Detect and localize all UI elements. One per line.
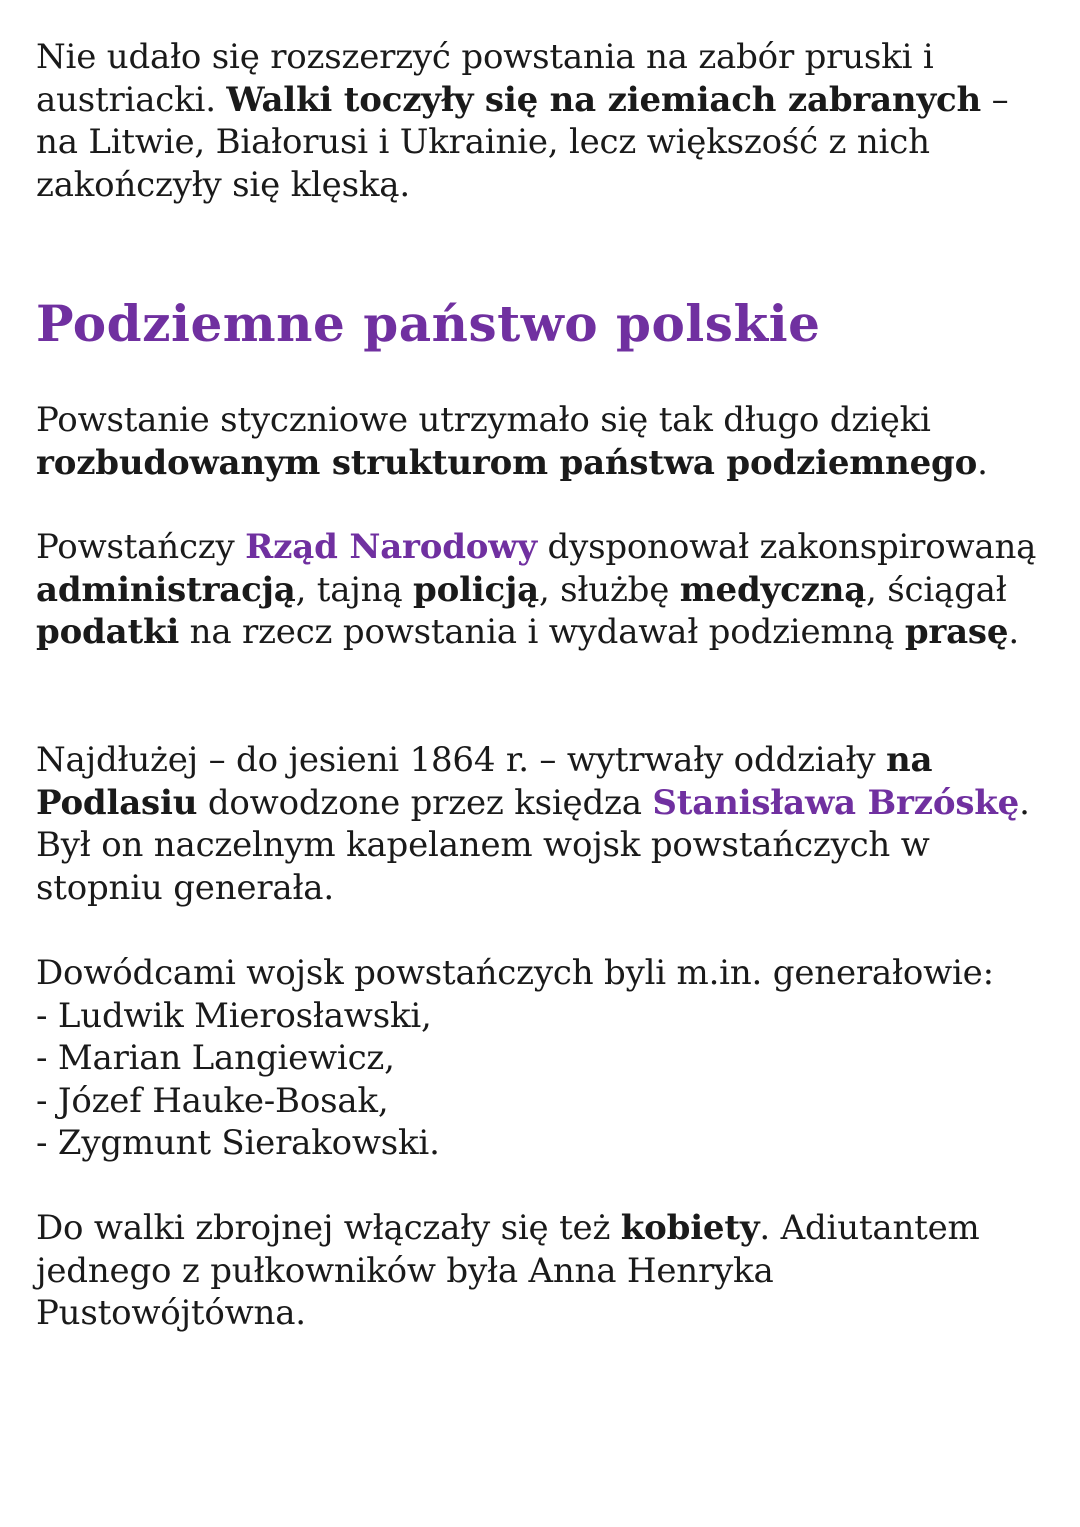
government-text: dysponował zakonspirowaną — [536, 527, 1037, 567]
podlasie-text: dowodzone przez księdza — [197, 782, 653, 823]
press-term: prasę — [904, 612, 1009, 652]
government-text-end: . — [1008, 612, 1019, 652]
intro-paragraph — [36, 36, 1046, 206]
podlasie-text-end: . Był on naczelnym kapelanem wojsk powstańczych w stopniu generała. — [36, 782, 1030, 908]
brzoska-name: Stanisława Brzóskę — [652, 782, 1020, 823]
government-paragraph — [36, 526, 1046, 654]
commanders-intro: Dowódcami wojsk powstańczych byli m.in. generałowie: — [36, 953, 994, 993]
women-paragraph — [36, 1207, 1046, 1335]
list-item: - Marian Langiewicz, — [36, 1038, 395, 1078]
government-text: Powstańczy — [36, 527, 246, 567]
intro-text: Nie udało się rozszerzyć powstania na zabór pruski i austriacki. — [36, 37, 934, 120]
government-text: , tajną — [295, 569, 414, 610]
intro-bold-battles: Walki toczyły się na ziemiach zabranych — [226, 79, 982, 120]
government-text: , ściągał — [866, 569, 1007, 610]
government-text: , służbę — [538, 569, 680, 610]
podlasie-term: na Podlasiu — [36, 740, 933, 823]
list-item: - Ludwik Mierosławski, — [36, 995, 432, 1036]
police-term: policją — [413, 569, 539, 610]
podlasie-text: Najdłużej – do jesieni 1864 r. – wytrwały oddziały — [36, 740, 886, 780]
administration-term: administracją — [36, 569, 296, 610]
structure-text: Powstanie styczniowe utrzymało się tak długo dzięki — [36, 400, 931, 440]
women-text-end: . Adiutantem jednego z pułkowników była Anna Henryka Pustowójtówna. — [36, 1208, 980, 1333]
government-text: na rzecz powstania i wydawał podziemną — [179, 612, 905, 652]
taxes-term: podatki — [36, 612, 180, 652]
structure-text-end: . — [977, 442, 988, 483]
intro-text-cont: – na Litwie, Białorusi i Ukrainie, lecz większość z nich zakończyły się klęską. — [36, 79, 1009, 205]
structure-bold: rozbudowanym strukturom państwa podziemnego — [36, 442, 978, 483]
list-item: - Józef Hauke-Bosak, — [36, 1080, 389, 1121]
list-item: - Zygmunt Sierakowski. — [36, 1123, 440, 1163]
women-text: Do walki zbrojnej włączały się też — [36, 1208, 621, 1248]
commanders-paragraph — [36, 952, 994, 1165]
structure-paragraph — [36, 399, 1046, 484]
podlasie-paragraph — [36, 739, 1046, 909]
national-government-term: Rząd Narodowy — [245, 527, 537, 567]
section-heading: Podziemne państwo polskie — [36, 294, 821, 353]
women-term: kobiety — [620, 1208, 760, 1248]
medical-term: medyczną — [679, 569, 867, 610]
